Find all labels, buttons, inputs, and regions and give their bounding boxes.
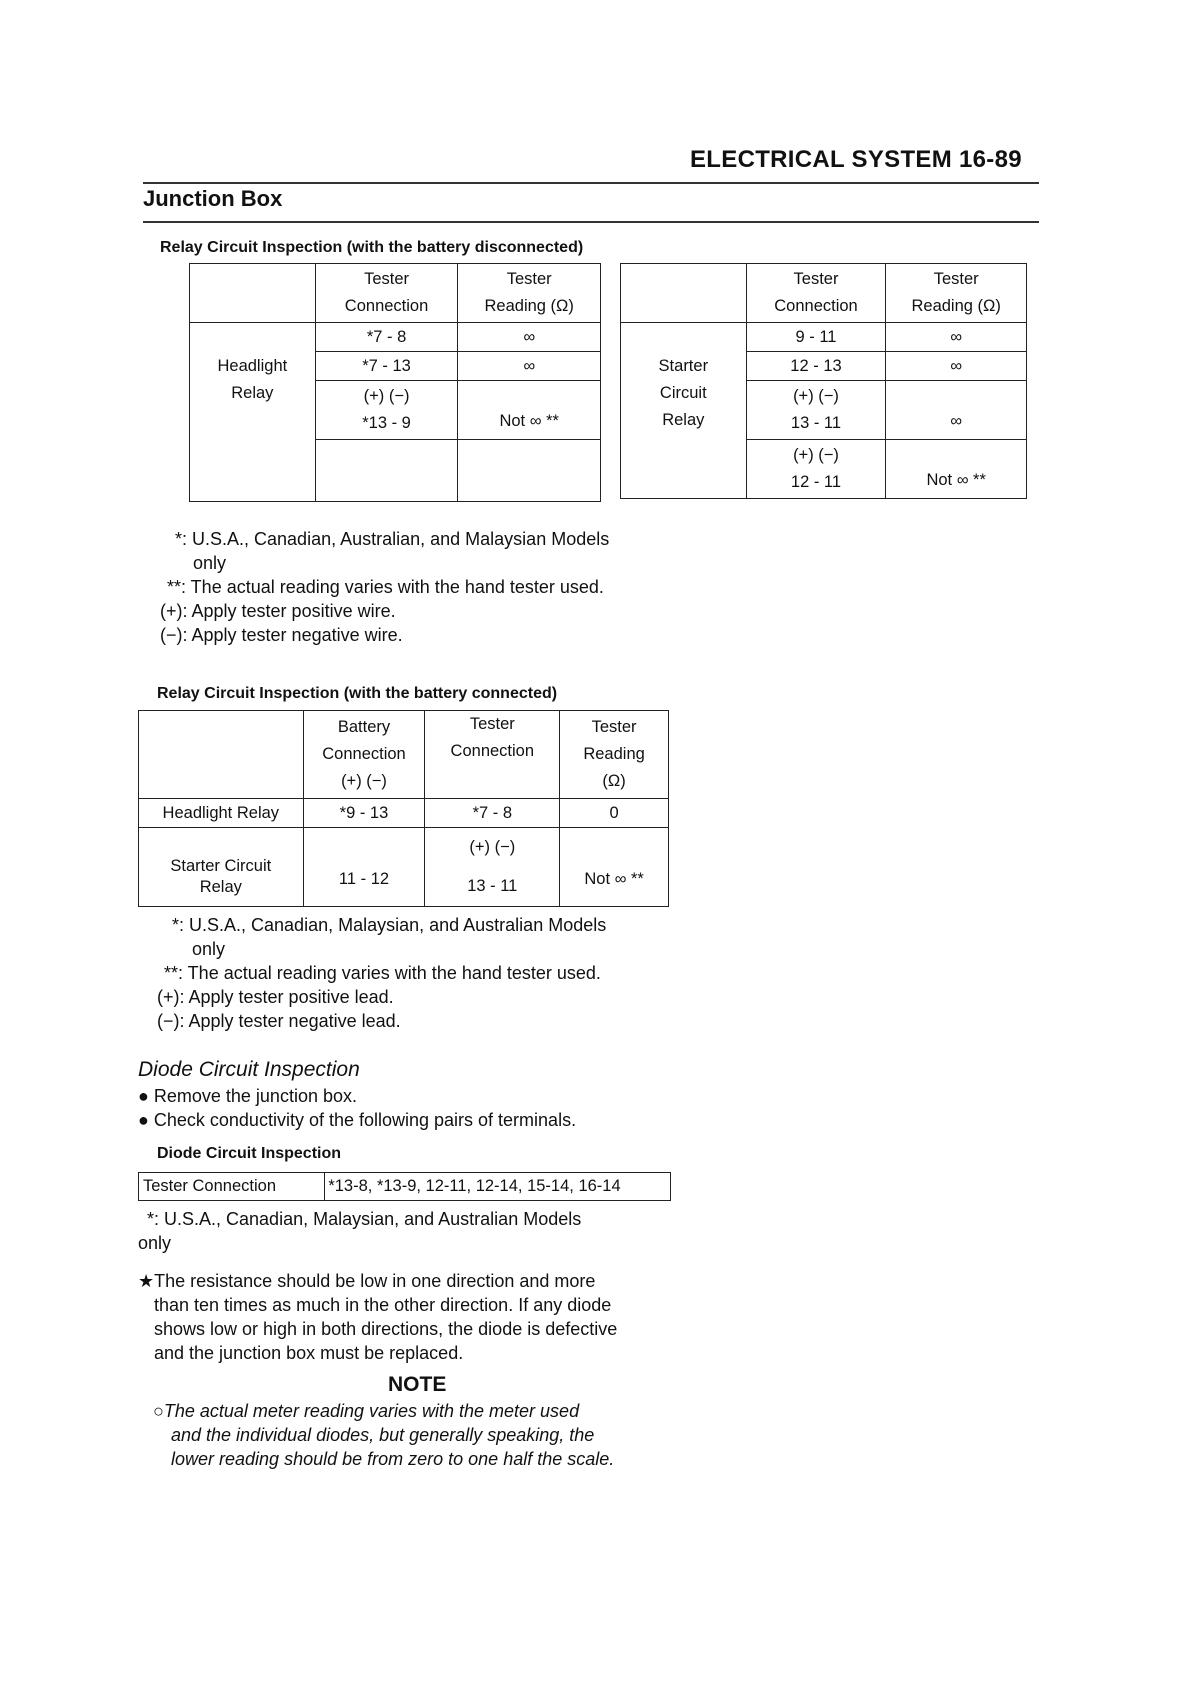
diode-table: [138, 1172, 671, 1201]
footnote: (−): Apply tester negative wire.: [160, 625, 403, 645]
note-heading: NOTE: [388, 1373, 447, 1396]
table2-footnotes: [157, 913, 606, 1033]
relay-table-disconnected-right: [620, 263, 1027, 499]
header-tester-connection: Tester Connection: [746, 264, 886, 323]
blank-header-cell: [621, 264, 747, 323]
star-paragraph: [138, 1269, 617, 1365]
table-cell: ∞: [458, 323, 601, 352]
footnote: (+): Apply tester positive wire.: [160, 601, 396, 621]
table-cell: 9 - 11: [746, 323, 886, 352]
note-body: [153, 1399, 614, 1471]
bullet-icon: ●: [138, 1086, 154, 1106]
section-rule: [143, 221, 1039, 223]
footnote: **: The actual reading varies with the hand tester used.: [164, 963, 601, 983]
footnote: *: U.S.A., Canadian, Malaysian, and Australian Models: [172, 915, 607, 935]
relay-table-connected: [138, 710, 669, 907]
footnote: *: U.S.A., Canadian, Australian, and Malaysian Models: [175, 529, 610, 549]
note-line: and the individual diodes, but generally speaking, the: [171, 1425, 595, 1445]
header-tester-reading: Tester Reading (Ω): [458, 264, 601, 323]
header-tester-reading: Tester Reading (Ω): [560, 711, 669, 799]
header-tester-reading: Tester Reading (Ω): [886, 264, 1027, 323]
table-cell: ∞: [458, 352, 601, 381]
table-cell: 11 - 12: [303, 828, 425, 907]
diode-footnote: [138, 1207, 581, 1255]
paragraph-line: and the junction box must be replaced.: [154, 1343, 464, 1363]
table-cell: ∞: [886, 352, 1027, 381]
footnote: *: U.S.A., Canadian, Malaysian, and Australian Models: [147, 1209, 582, 1229]
table-cell: Not ∞ **: [886, 440, 1027, 499]
relay-table-disconnected-left: [189, 263, 601, 502]
table2-caption: Relay Circuit Inspection (with the battery connected): [157, 685, 558, 702]
table-cell: Headlight Relay: [139, 799, 304, 828]
blank-header-cell: [190, 264, 316, 323]
footnote: only: [192, 939, 226, 959]
circle-bullet-icon: ○: [153, 1401, 164, 1421]
table-cell: 12 - 13: [746, 352, 886, 381]
list-item: ● Check conductivity of the following pairs of terminals.: [138, 1110, 577, 1130]
note-line: lower reading should be from zero to one half the scale.: [171, 1449, 615, 1469]
table-cell: ∞: [886, 323, 1027, 352]
starter-circuit-relay-label: Starter Circuit Relay: [621, 323, 747, 499]
header-tester-connection: Tester Connection: [425, 711, 560, 799]
header-tester-connection: Tester Connection: [315, 264, 458, 323]
diode-section-heading: Diode Circuit Inspection: [138, 1058, 360, 1081]
table-cell: Not ∞ **: [458, 381, 601, 440]
table-cell: *7 - 8: [425, 799, 560, 828]
table-cell: (+) (−) *13 - 9: [315, 381, 458, 440]
tester-connection-values: *13-8, *13-9, 12-11, 12-14, 15-14, 16-14: [325, 1173, 671, 1201]
footnote: (−): Apply tester negative lead.: [157, 1011, 401, 1031]
paragraph-line: than ten times as much in the other direction. If any diode: [154, 1295, 612, 1315]
table-cell: *9 - 13: [303, 799, 425, 828]
table-cell: *7 - 8: [315, 323, 458, 352]
table-cell: ∞: [886, 381, 1027, 440]
header-battery-connection: Battery Connection (+) (−): [303, 711, 425, 799]
table-cell: (+) (−) 13 - 11: [425, 828, 560, 907]
star-icon: ★: [138, 1271, 155, 1291]
table-cell: [458, 440, 601, 502]
top-rule: [143, 182, 1039, 184]
table-cell: *7 - 13: [315, 352, 458, 381]
section-title: Junction Box: [143, 186, 283, 211]
table-cell: Not ∞ **: [560, 828, 669, 907]
table-cell: (+) (−) 13 - 11: [746, 381, 886, 440]
footnote: (+): Apply tester positive lead.: [157, 987, 394, 1007]
footnote: only: [138, 1233, 172, 1253]
table1-footnotes: [160, 527, 609, 647]
page-title: ELECTRICAL SYSTEM 16-89: [690, 146, 1022, 173]
footnote: only: [193, 553, 227, 573]
diode-table-caption: Diode Circuit Inspection: [157, 1145, 342, 1162]
table1-caption: Relay Circuit Inspection (with the battery disconnected): [160, 239, 584, 256]
list-item: ● Remove the junction box.: [138, 1086, 357, 1106]
paragraph-line: ★The resistance should be low in one direction and more: [138, 1271, 596, 1291]
paragraph-line: shows low or high in both directions, the diode is defective: [154, 1319, 618, 1339]
table-cell: 0: [560, 799, 669, 828]
starter-circuit-relay-label: Starter Circuit Relay: [139, 828, 304, 907]
tester-connection-label: Tester Connection: [139, 1173, 325, 1201]
blank-header-cell: [139, 711, 304, 799]
bullet-icon: ●: [138, 1110, 154, 1130]
headlight-relay-label: Headlight Relay: [190, 323, 316, 502]
note-line: ○The actual meter reading varies with the meter used: [153, 1401, 580, 1421]
table-cell: [315, 440, 458, 502]
bullet-list: [138, 1084, 576, 1132]
footnote: **: The actual reading varies with the hand tester used.: [167, 577, 604, 597]
table-cell: (+) (−) 12 - 11: [746, 440, 886, 499]
